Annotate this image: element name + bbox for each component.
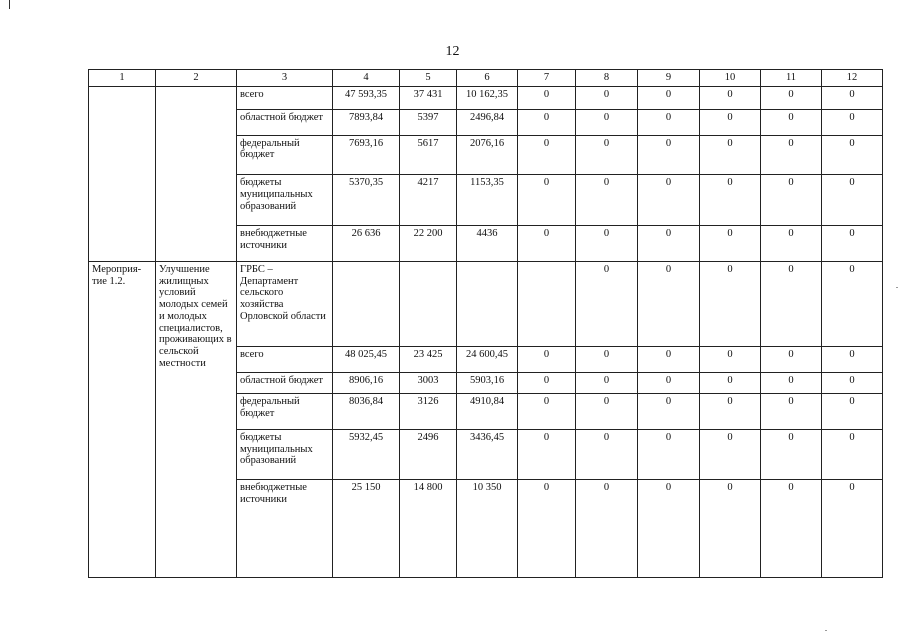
- value-cell: 0: [700, 175, 761, 226]
- funding-source-cell: внебюджетные источники: [237, 479, 333, 577]
- value-cell: 0: [576, 226, 638, 261]
- value-cell: 4436: [457, 226, 518, 261]
- scan-speck: [896, 287, 898, 288]
- value-cell: 0: [761, 135, 822, 175]
- column-header: 2: [156, 70, 237, 87]
- funding-source-cell: внебюджетные источники: [237, 226, 333, 261]
- value-cell: 0: [761, 226, 822, 261]
- value-cell: 0: [518, 429, 576, 479]
- value-cell: 37 431: [400, 86, 457, 109]
- value-cell: 22 200: [400, 226, 457, 261]
- value-cell: [518, 261, 576, 347]
- value-cell: 0: [761, 479, 822, 577]
- value-cell: 2496: [400, 429, 457, 479]
- value-cell: 2496,84: [457, 109, 518, 135]
- value-cell: 0: [576, 109, 638, 135]
- table-row: [89, 261, 883, 347]
- value-cell: [400, 261, 457, 347]
- value-cell: 0: [822, 135, 883, 175]
- value-cell: 0: [638, 109, 700, 135]
- value-cell: 0: [700, 373, 761, 394]
- value-cell: 8906,16: [333, 373, 400, 394]
- value-cell: 5903,16: [457, 373, 518, 394]
- funding-source-cell: всего: [237, 86, 333, 109]
- value-cell: 0: [638, 135, 700, 175]
- value-cell: 0: [638, 479, 700, 577]
- value-cell: 0: [700, 109, 761, 135]
- value-cell: 0: [518, 394, 576, 429]
- value-cell: 0: [638, 261, 700, 347]
- value-cell: 0: [576, 429, 638, 479]
- column-header: 1: [89, 70, 156, 87]
- value-cell: 0: [822, 394, 883, 429]
- value-cell: 0: [576, 479, 638, 577]
- value-cell: 1153,35: [457, 175, 518, 226]
- funding-source-cell: областной бюджет: [237, 373, 333, 394]
- value-cell: 10 350: [457, 479, 518, 577]
- value-cell: 0: [761, 373, 822, 394]
- funding-source-cell: всего: [237, 347, 333, 373]
- value-cell: 0: [700, 226, 761, 261]
- value-cell: 5370,35: [333, 175, 400, 226]
- value-cell: 0: [700, 135, 761, 175]
- value-cell: 0: [761, 86, 822, 109]
- value-cell: 0: [518, 373, 576, 394]
- value-cell: 0: [576, 86, 638, 109]
- table-row: [89, 86, 883, 109]
- value-cell: 47 593,35: [333, 86, 400, 109]
- column-header: 10: [700, 70, 761, 87]
- value-cell: 0: [761, 261, 822, 347]
- value-cell: 0: [638, 226, 700, 261]
- value-cell: 0: [822, 347, 883, 373]
- value-cell: 2076,16: [457, 135, 518, 175]
- value-cell: 0: [822, 86, 883, 109]
- value-cell: 4217: [400, 175, 457, 226]
- value-cell: 0: [700, 261, 761, 347]
- column-header: 6: [457, 70, 518, 87]
- value-cell: 0: [518, 226, 576, 261]
- value-cell: 0: [638, 347, 700, 373]
- value-cell: 14 800: [400, 479, 457, 577]
- column-number-header-row: [89, 70, 883, 87]
- budget-table: [88, 69, 883, 578]
- funding-source-cell: бюджеты муниципальных образований: [237, 175, 333, 226]
- funding-source-cell: федеральный бюджет: [237, 394, 333, 429]
- column-header: 8: [576, 70, 638, 87]
- column-header: 11: [761, 70, 822, 87]
- value-cell: 0: [518, 135, 576, 175]
- value-cell: 0: [700, 479, 761, 577]
- value-cell: 0: [576, 175, 638, 226]
- column-header: 9: [638, 70, 700, 87]
- value-cell: 0: [822, 261, 883, 347]
- value-cell: 25 150: [333, 479, 400, 577]
- funding-source-cell: областной бюджет: [237, 109, 333, 135]
- value-cell: 5397: [400, 109, 457, 135]
- value-cell: 0: [518, 109, 576, 135]
- column-header: 3: [237, 70, 333, 87]
- value-cell: 0: [761, 109, 822, 135]
- value-cell: 0: [761, 347, 822, 373]
- value-cell: 0: [822, 429, 883, 479]
- value-cell: 0: [822, 175, 883, 226]
- value-cell: 5932,45: [333, 429, 400, 479]
- grbs-cell: ГРБС – Департамент сельского хозяйства Орловской области: [237, 261, 333, 347]
- value-cell: 3126: [400, 394, 457, 429]
- value-cell: 0: [700, 347, 761, 373]
- value-cell: 3436,45: [457, 429, 518, 479]
- value-cell: 0: [576, 135, 638, 175]
- value-cell: 0: [700, 429, 761, 479]
- value-cell: 0: [700, 86, 761, 109]
- measure-description-cell: Улучшение жилищных условий молодых семей и молодых специалистов, проживающих в сельской местности: [156, 261, 237, 577]
- value-cell: 23 425: [400, 347, 457, 373]
- value-cell: 0: [576, 394, 638, 429]
- value-cell: 0: [761, 175, 822, 226]
- funding-source-cell: бюджеты муниципальных образований: [237, 429, 333, 479]
- value-cell: 0: [761, 429, 822, 479]
- value-cell: 0: [822, 109, 883, 135]
- column-header: 5: [400, 70, 457, 87]
- value-cell: 0: [638, 86, 700, 109]
- value-cell: 10 162,35: [457, 86, 518, 109]
- empty-measure-cell: [89, 86, 156, 261]
- value-cell: 0: [700, 394, 761, 429]
- value-cell: 8036,84: [333, 394, 400, 429]
- value-cell: 0: [761, 394, 822, 429]
- value-cell: 0: [518, 347, 576, 373]
- funding-source-cell: федеральный бюджет: [237, 135, 333, 175]
- value-cell: [333, 261, 400, 347]
- scan-corner-mark: [9, 0, 10, 9]
- scan-speck: [825, 630, 827, 631]
- value-cell: 0: [822, 479, 883, 577]
- value-cell: 0: [638, 429, 700, 479]
- value-cell: 0: [518, 86, 576, 109]
- value-cell: 24 600,45: [457, 347, 518, 373]
- value-cell: 0: [638, 373, 700, 394]
- value-cell: 5617: [400, 135, 457, 175]
- value-cell: 7893,84: [333, 109, 400, 135]
- value-cell: 4910,84: [457, 394, 518, 429]
- empty-description-cell: [156, 86, 237, 261]
- value-cell: 3003: [400, 373, 457, 394]
- value-cell: 0: [576, 373, 638, 394]
- value-cell: 0: [518, 175, 576, 226]
- value-cell: 48 025,45: [333, 347, 400, 373]
- value-cell: 0: [518, 479, 576, 577]
- column-header: 4: [333, 70, 400, 87]
- value-cell: 0: [638, 394, 700, 429]
- value-cell: 0: [822, 226, 883, 261]
- value-cell: 0: [638, 175, 700, 226]
- column-header: 7: [518, 70, 576, 87]
- column-header: 12: [822, 70, 883, 87]
- value-cell: 0: [822, 373, 883, 394]
- value-cell: 26 636: [333, 226, 400, 261]
- value-cell: 7693,16: [333, 135, 400, 175]
- page-number: 12: [445, 44, 460, 59]
- value-cell: 0: [576, 261, 638, 347]
- measure-cell: Мероприя-тие 1.2.: [89, 261, 156, 577]
- value-cell: 0: [576, 347, 638, 373]
- value-cell: [457, 261, 518, 347]
